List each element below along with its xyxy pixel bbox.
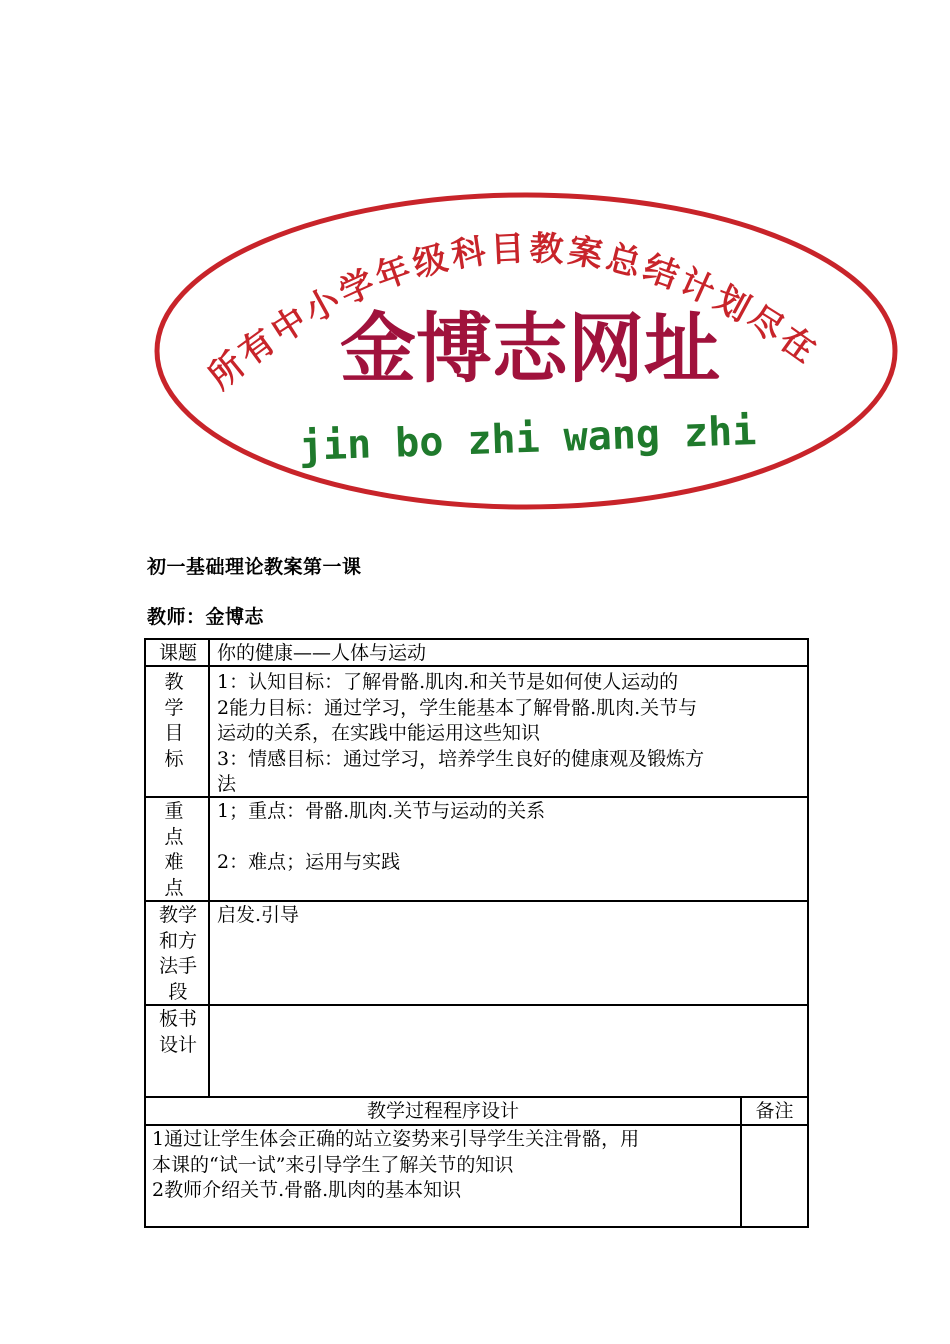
process-line: 本课的“试一试”来引导学生了解关节的知识 — [152, 1153, 514, 1176]
document-title: 初一基础理论教案第一课 — [147, 556, 362, 578]
teacher-line: 教师：金博志 — [147, 606, 265, 628]
goal-line: 运动的关系，在实践中能运用这些知识 — [217, 722, 541, 744]
key-point-line: 1；重点：骨骼.肌肉.关节与运动的关系 — [217, 800, 546, 822]
topic-label: 课题 — [158, 642, 197, 664]
process-header: 教学过程程序设计 — [366, 1100, 519, 1122]
logo-banner — [150, 190, 902, 512]
notes-header: 备注 — [755, 1100, 794, 1122]
key-point-line: 2：难点；运用与实践 — [217, 851, 401, 873]
process-line: 2教师介绍关节.骨骼.肌肉的基本知识 — [152, 1179, 462, 1201]
methods-value: 启发.引导 — [217, 904, 300, 926]
goals-label: 教学目标 — [164, 671, 184, 770]
key-points-value — [217, 799, 802, 876]
process-content — [152, 1127, 737, 1204]
goal-line: 3：情感目标：通过学习，培养学生良好的健康观及锻炼方 — [217, 747, 705, 770]
goal-line: 法 — [217, 773, 237, 795]
logo-arc-text: 所有中小学年级科目教案总结计划尽在 — [201, 228, 827, 398]
process-line: 1通过让学生体会正确的站立姿势来引导学生关注骨骼，用 — [152, 1128, 640, 1150]
logo-title: 金博志网址 — [340, 304, 720, 393]
topic-value: 你的健康——人体与运动 — [217, 642, 427, 664]
logo-pinyin: jin bo zhi wang zhi — [298, 408, 757, 470]
goals-value — [217, 670, 802, 798]
goal-line: 2能力目标：通过学习，学生能基本了解骨骼.肌肉.关节与 — [217, 696, 698, 719]
board-label: 板书设计 — [158, 1008, 197, 1056]
goal-line: 1：认知目标：了解骨骼.肌肉.和关节是如何使人运动的 — [217, 671, 679, 693]
key-points-label: 重点难点 — [164, 800, 184, 899]
methods-label: 教学和方法手段 — [158, 904, 197, 1003]
